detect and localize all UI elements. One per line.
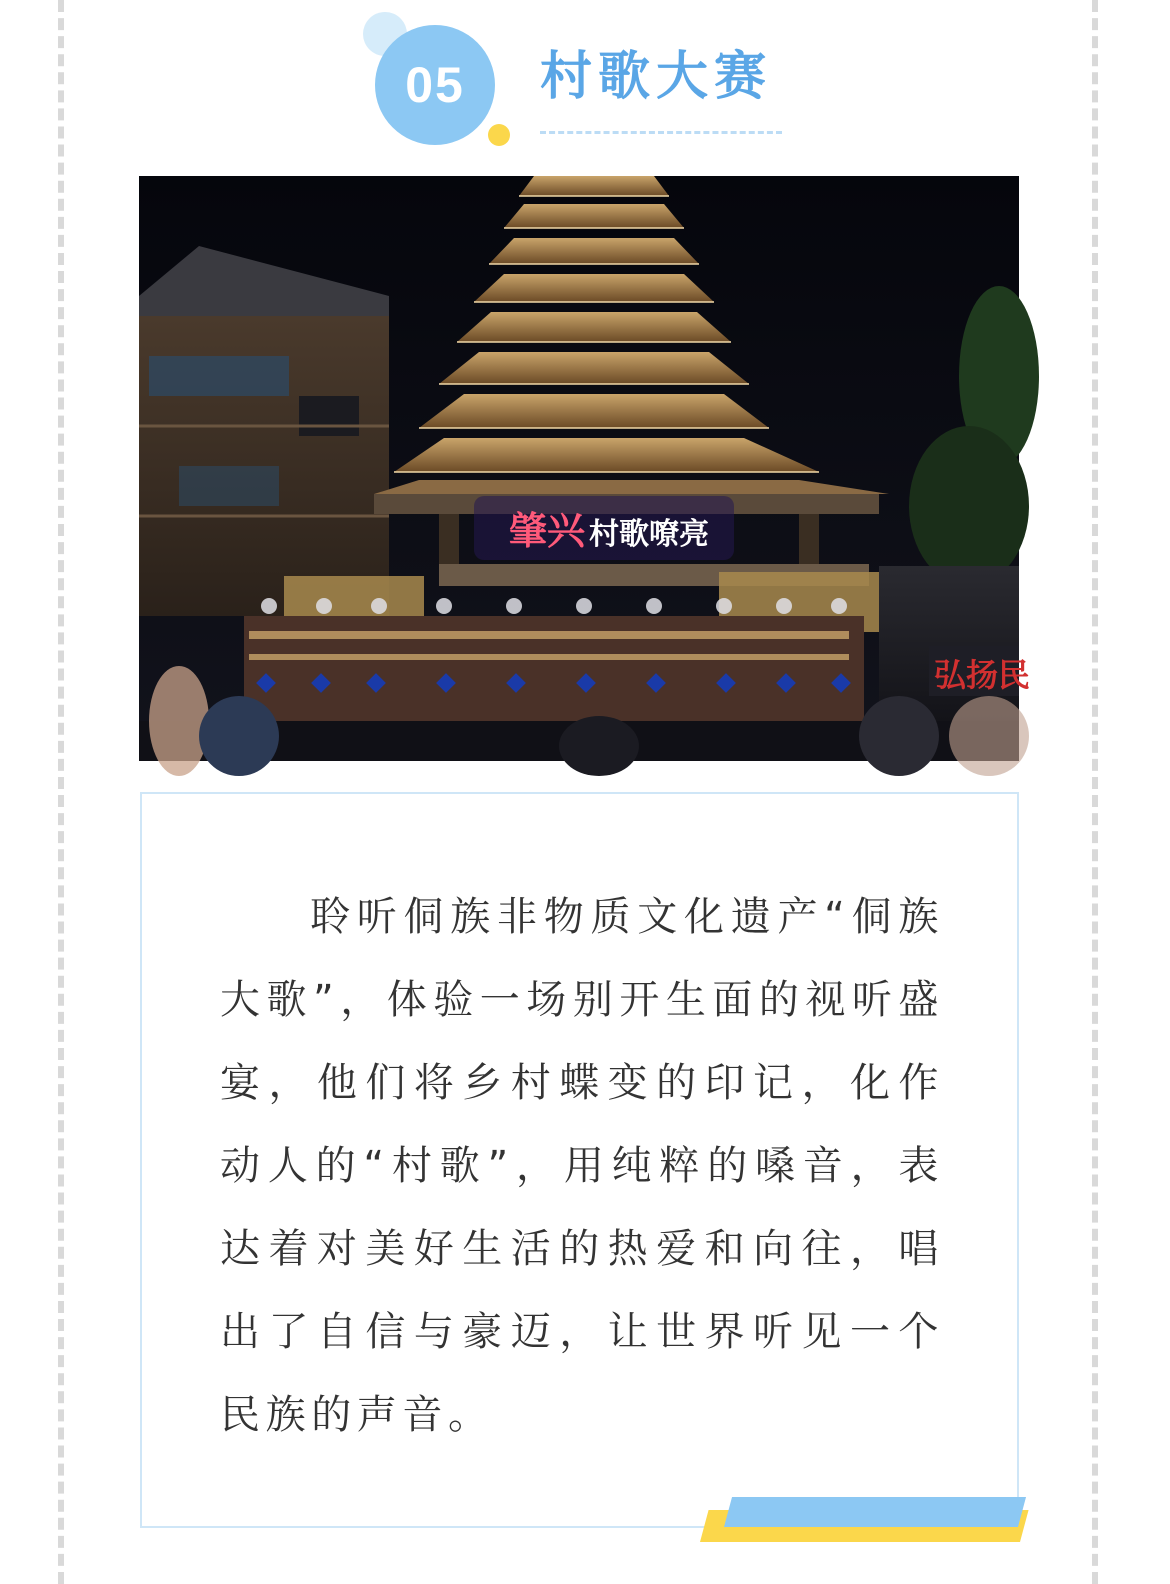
right-dashed-border — [1092, 0, 1098, 1584]
sign-text-main: 村歌嘹亮 — [589, 517, 709, 552]
section-number-badge — [375, 25, 495, 145]
banner-text: 弘扬民 — [934, 656, 1031, 694]
sign-text-red: 肇兴 — [509, 508, 586, 553]
decor-dot-yellow — [488, 124, 510, 146]
left-dashed-border — [58, 0, 64, 1584]
event-photo — [139, 176, 1031, 761]
section-title: 村歌大赛 — [540, 47, 773, 107]
wooden-house — [139, 246, 389, 616]
section-number: 05 — [405, 57, 465, 113]
body-paragraph: 聆听侗族非物质文化遗产“侗族大歌”，体验一场别开生面的视听盛宴，他们将乡村蝶变的印记，化作动人的“村歌”，用纯粹的嗓音，表达着对美好生活的热爱和向往，唱出了自信与豪迈，让世界听见一个民族的声音。 — [220, 894, 944, 1438]
text-card — [140, 792, 1019, 1528]
neon-sign — [474, 496, 734, 560]
title-underline — [540, 131, 782, 134]
decor-corner-blue — [724, 1497, 1026, 1527]
performers — [244, 598, 864, 726]
